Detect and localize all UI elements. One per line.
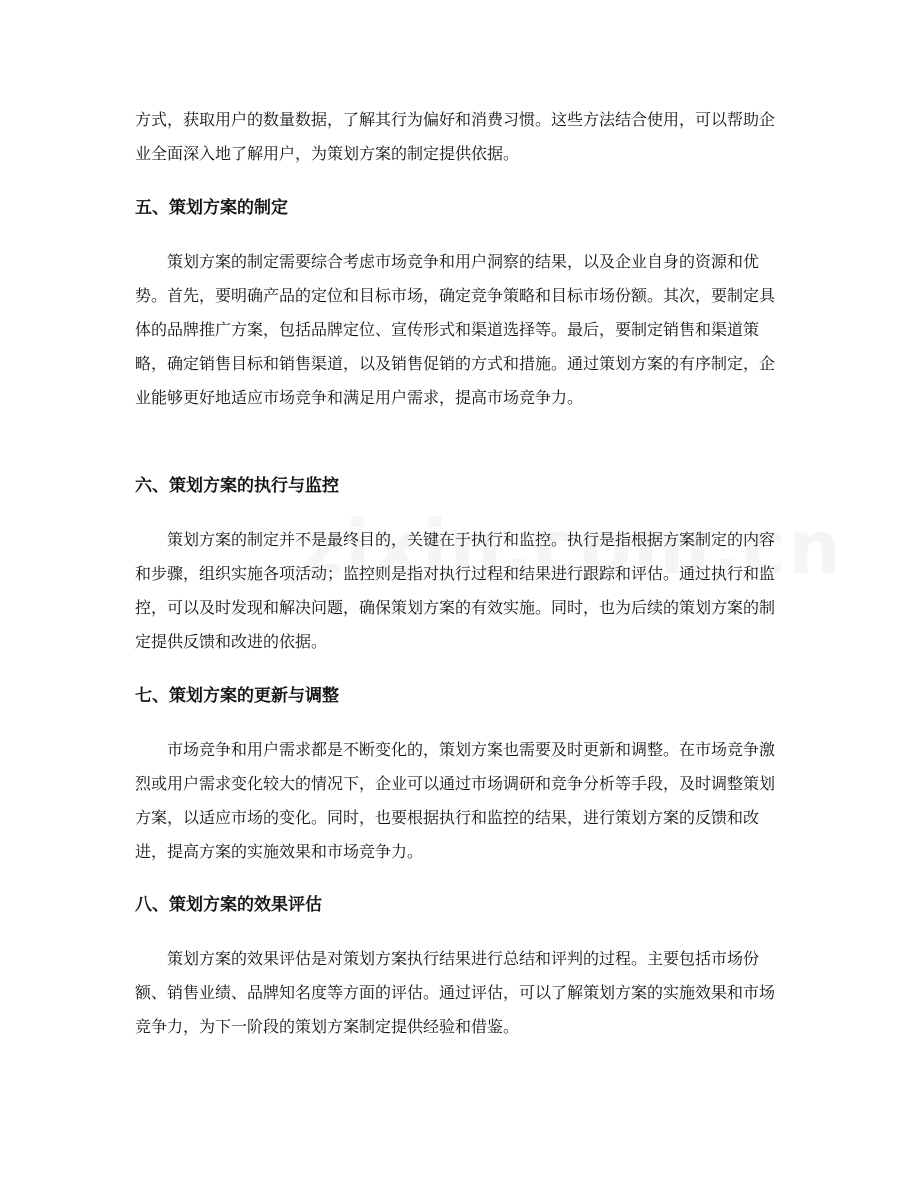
section-heading: 五、策划方案的制定 bbox=[135, 198, 288, 218]
section-paragraph: 市场竞争和用户需求都是不断变化的，策划方案也需要及时更新和调整。在市场竞争激烈或用户需求变化较大的情况下，企业可以通过市场调研和竞争分析等手段，及时调整策划方案，以适应市场的变化。同时，也要根据执行和监控的结果，进行策划方案的反馈和改进，提高方案的实施效果和市场竞争力。 bbox=[135, 740, 776, 861]
section-heading: 八、策划方案的效果评估 bbox=[135, 895, 322, 915]
section-6 bbox=[135, 474, 787, 659]
section-8 bbox=[135, 893, 787, 1044]
section-heading: 七、策划方案的更新与调整 bbox=[135, 686, 339, 706]
section-heading: 六、策划方案的执行与监控 bbox=[135, 476, 339, 496]
section-paragraph: 策划方案的效果评估是对策划方案执行结果进行总结和评判的过程。主要包括市场份额、销售业绩、品牌知名度等方面的评估。通过评估，可以了解策划方案的实施效果和市场竞争力，为下一阶段的策划方案制定提供经验和借鉴。 bbox=[135, 949, 776, 1036]
section-5 bbox=[135, 196, 787, 415]
continued-paragraph: 方式，获取用户的数量数据，了解其行为偏好和消费习惯。这些方法结合使用，可以帮助企业全面深入地了解用户，为策划方案的制定提供依据。 bbox=[135, 110, 776, 163]
section-paragraph: 策划方案的制定并不是最终目的，关键在于执行和监控。执行是指根据方案制定的内容和步骤，组织实施各项活动；监控则是指对执行过程和结果进行跟踪和评估。通过执行和监控，可以及时发现和解决问题，确保策划方案的有效实施。同时，也为后续的策划方案的制定提供反馈和改进的依据。 bbox=[135, 530, 776, 651]
section-paragraph: 策划方案的制定需要综合考虑市场竞争和用户洞察的结果，以及企业自身的资源和优势。首先，要明确产品的定位和目标市场，确定竞争策略和目标市场份额。其次，要制定具体的品牌推广方案，包括品牌定位、宣传形式和渠道选择等。最后，要制定销售和渠道策略，确定销售目标和销售渠道，以及销售促销的方式和措施。通过策划方案的有序制定，企业能够更好地适应市场竞争和满足用户需求，提高市场竞争力。 bbox=[135, 252, 776, 407]
section-7 bbox=[135, 684, 787, 869]
